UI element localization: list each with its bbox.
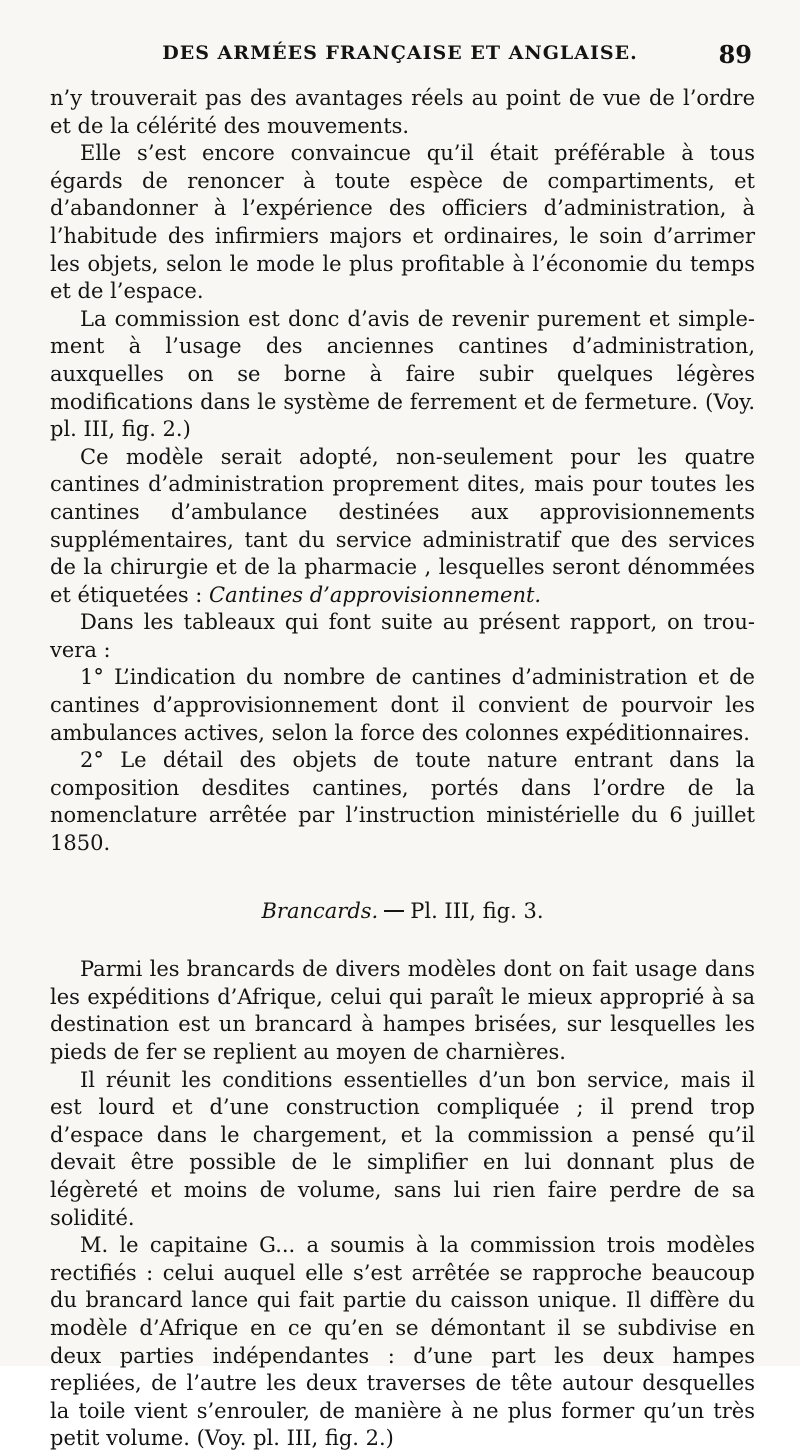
running-head: DES ARMÉES FRANÇAISE ET ANGLAISE. xyxy=(162,42,638,64)
paragraph-modele-adopte-text: Ce modèle serait adopté, non-seulement pour les quatre cantines d’administration proprement dites, mais pour toutes les cantines d’ambulance destinées aux approvisionnements supplémentaires, tant du service administratif que des services de la chirurgie et de la pharmacie , lesquelles seront dénommées et étiquetées : xyxy=(50,444,755,607)
paragraph-compartiments: Elle s’est encore convaincue qu’il était préférable à tous égards de renoncer à toute espèce de compartiments, et d’abandonner à l’expérience des officiers d’administration, à l’habitude des infirmiers majors et ordinaires, le soin d’arrimer les objets, selon le mode le plus profitable à l’économie du temps et de l’espace. xyxy=(50,141,755,304)
paragraph-conditions: Il réunit les conditions essentielles d’un bon service, mais il est lourd et d’une construction compliquée ; il prend trop d’espace dans le chargement, et la commission a pensé qu’il devait être possible de le simplifier en lui donnant plus de légèreté et moins de volume, sans lui rien faire perdre de sa solidité. xyxy=(50,1067,755,1230)
paragraph-capitaine: M. le capitaine G... a soumis à la commission trois modèles rectifiés : celui auquel elle s’est arrêtée se rapproche beaucoup du brancard lance qui fait partie du caisson unique. Il diffère du modèle d’Afrique en ce qu’en se démontant il se subdivise en deux parties indépendantes : d’une part les deux hampes repliées, de l’autre les deux traverses de tête autour desquelles la toile vient s’enrouler, de manière à ne plus former qu’un très petit volume. (Voy. pl. III, fig. 2.) xyxy=(50,1233,755,1451)
paragraph-continuation: n’y trouverait pas des avantages réels au point de vue de l’ordre et de la célérité des mouvements. xyxy=(50,86,755,138)
page-number: 89 xyxy=(718,40,752,69)
section-heading-brancards xyxy=(50,898,755,926)
paragraph-item-1: 1° L’indication du nombre de cantines d’administration et de cantines d’approvisionnement dont il convient de pourvoir les ambulances actives, selon la force des colonnes expéditionnaires. xyxy=(50,665,755,745)
paragraph-brancards-afrique: Parmi les brancards de divers modèles dont on fait usage dans les expéditions d’Afrique, celui qui paraît le mieux approprié à sa destination est un brancard à hampes brisées, sur lesquelles les pieds de fer se replient au moyen de charnières. xyxy=(50,957,755,1064)
paragraph-commission-avis: La commission est donc d’avis de revenir purement et simplement à l’usage des anciennes cantines d’administration, auxquelles on se borne à faire subir quelques légères modifications dans le système de ferrement et de fermeture. (Voy. pl. III, fig. 2.) xyxy=(50,306,755,442)
body-text xyxy=(50,85,755,1453)
page-header xyxy=(40,36,760,76)
em-dash-rule xyxy=(384,910,404,912)
section-title-rest: Pl. III, fig. 3. xyxy=(410,898,544,923)
paragraph-tableaux: Dans les tableaux qui font suite au présent rapport, on trouvera : xyxy=(50,610,755,662)
paragraph-modele-adopte xyxy=(50,444,755,610)
cantines-italic-term: Cantines d’approvisionnement. xyxy=(209,582,542,607)
paragraph-item-2: 2° Le détail des objets de toute nature entrant dans la composition desdites cantines, portés dans l’ordre de la nomenclature arrêtée par l’instruction ministérielle du 6 juillet 1850. xyxy=(50,748,755,856)
section-title-italic: Brancards. xyxy=(261,898,379,923)
